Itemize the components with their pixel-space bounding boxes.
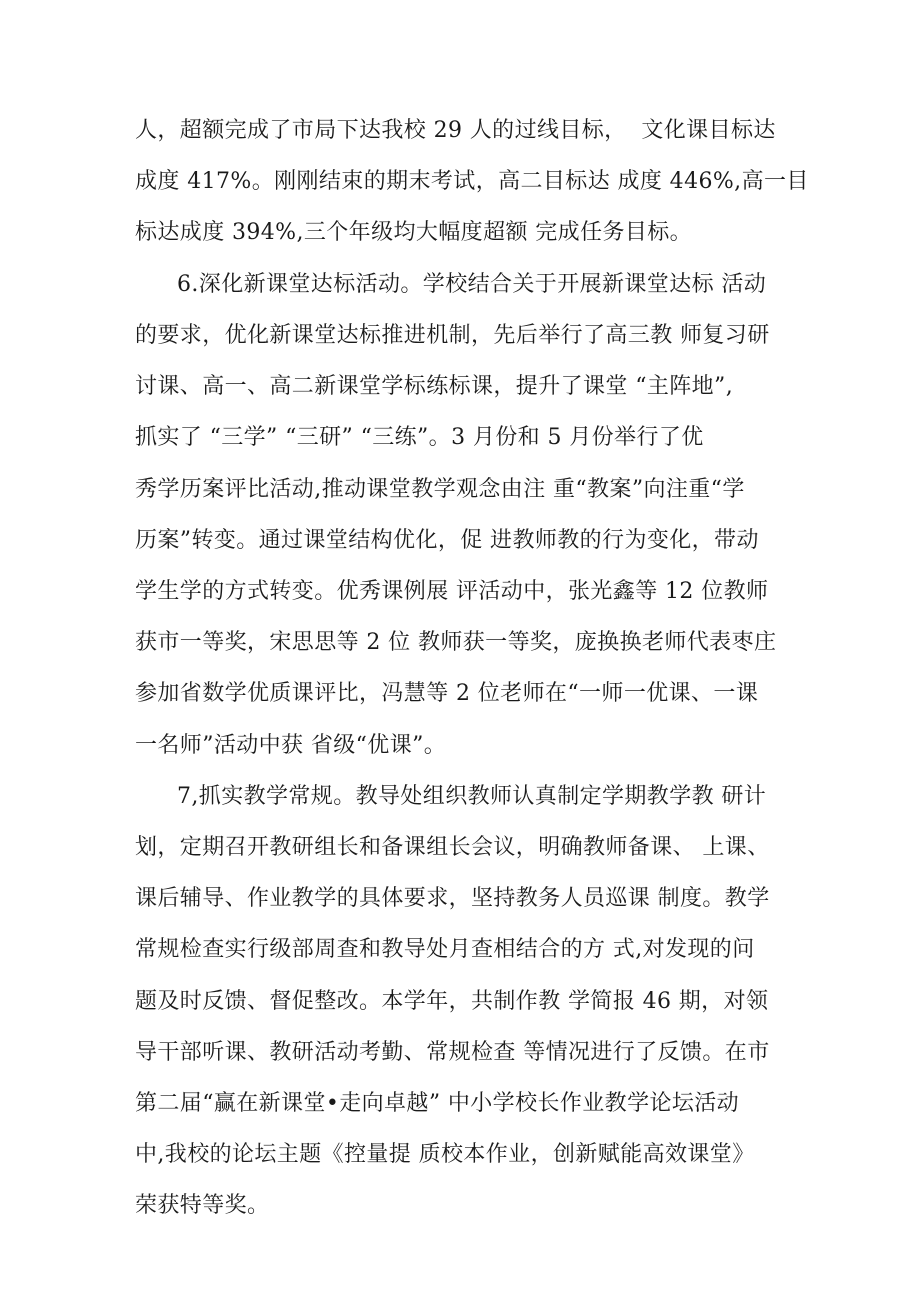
text-line: 标达成度 394%,三个年级均大幅度超额 完成任务目标。: [135, 220, 693, 245]
text-line: 历案”转变。通过课堂结构优化，促 进教师教的行为变化，带动: [135, 528, 759, 553]
text-line: 题及时反馈、督促整改。本学年，共制作教 学简报 46 期，对领: [135, 989, 769, 1014]
text-line: 抓实了 “三学” “三研” “三练”。3 月份和 5 月份举行了优: [135, 425, 704, 450]
text-line: 课后辅导、作业教学的具体要求，坚持教务人员巡课 制度。教学: [135, 886, 770, 911]
text-line: 导干部听课、教研活动考勤、常规检查 等情况进行了反馈。在市: [135, 1040, 770, 1065]
text-line: 参加省数学优质课评比，冯慧等 2 位老师在“一师一优课、一课: [135, 681, 759, 706]
text-line: 秀学历案评比活动,推动课堂教学观念由注 重“教案”向注重“学: [135, 477, 745, 502]
text-line: 第二届“赢在新课堂•走向卓越” 中小学校长作业教学论坛活动: [135, 1091, 740, 1116]
text-line: 荣获特等奖。: [135, 1193, 270, 1218]
text-line: 中,我校的论坛主题《控量提 质校本作业，创新赋能高效课堂》: [135, 1142, 755, 1167]
text-line: 6.深化新课堂达标活动。学校结合关于开展新课堂达标 活动: [177, 272, 767, 297]
text-line: 的要求，优化新课堂达标推进机制，先后举行了高三教 师复习研: [135, 323, 770, 348]
text-line: 人，超额完成了市局下达我校 29 人的过线目标， 文化课目标达: [135, 118, 776, 143]
text-line: 一名师”活动中获 省级“优课”。: [135, 733, 447, 758]
text-line: 讨课、高一、高二新课堂学标练标课，提升了课堂 “主阵地”,: [135, 374, 734, 399]
text-line: 常规检查实行级部周查和教导处月查相结合的方 式,对发现的问: [135, 937, 755, 962]
text-line: 划，定期召开教研组长和备课组长会议，明确教师备课、 上课、: [135, 835, 770, 860]
text-line: 学生学的方式转变。优秀课例展 评活动中，张光鑫等 12 位教师: [135, 579, 769, 604]
text-line: 获市一等奖，宋思思等 2 位 教师获一等奖，庞换换老师代表枣庄: [135, 630, 777, 655]
text-line: 7,抓实教学常规。教导处组织教师认真制定学期教学教 研计: [177, 784, 767, 809]
text-line: 成度 417%。刚刚结束的期末考试，高二目标达 成度 446%,高一目: [135, 169, 809, 194]
